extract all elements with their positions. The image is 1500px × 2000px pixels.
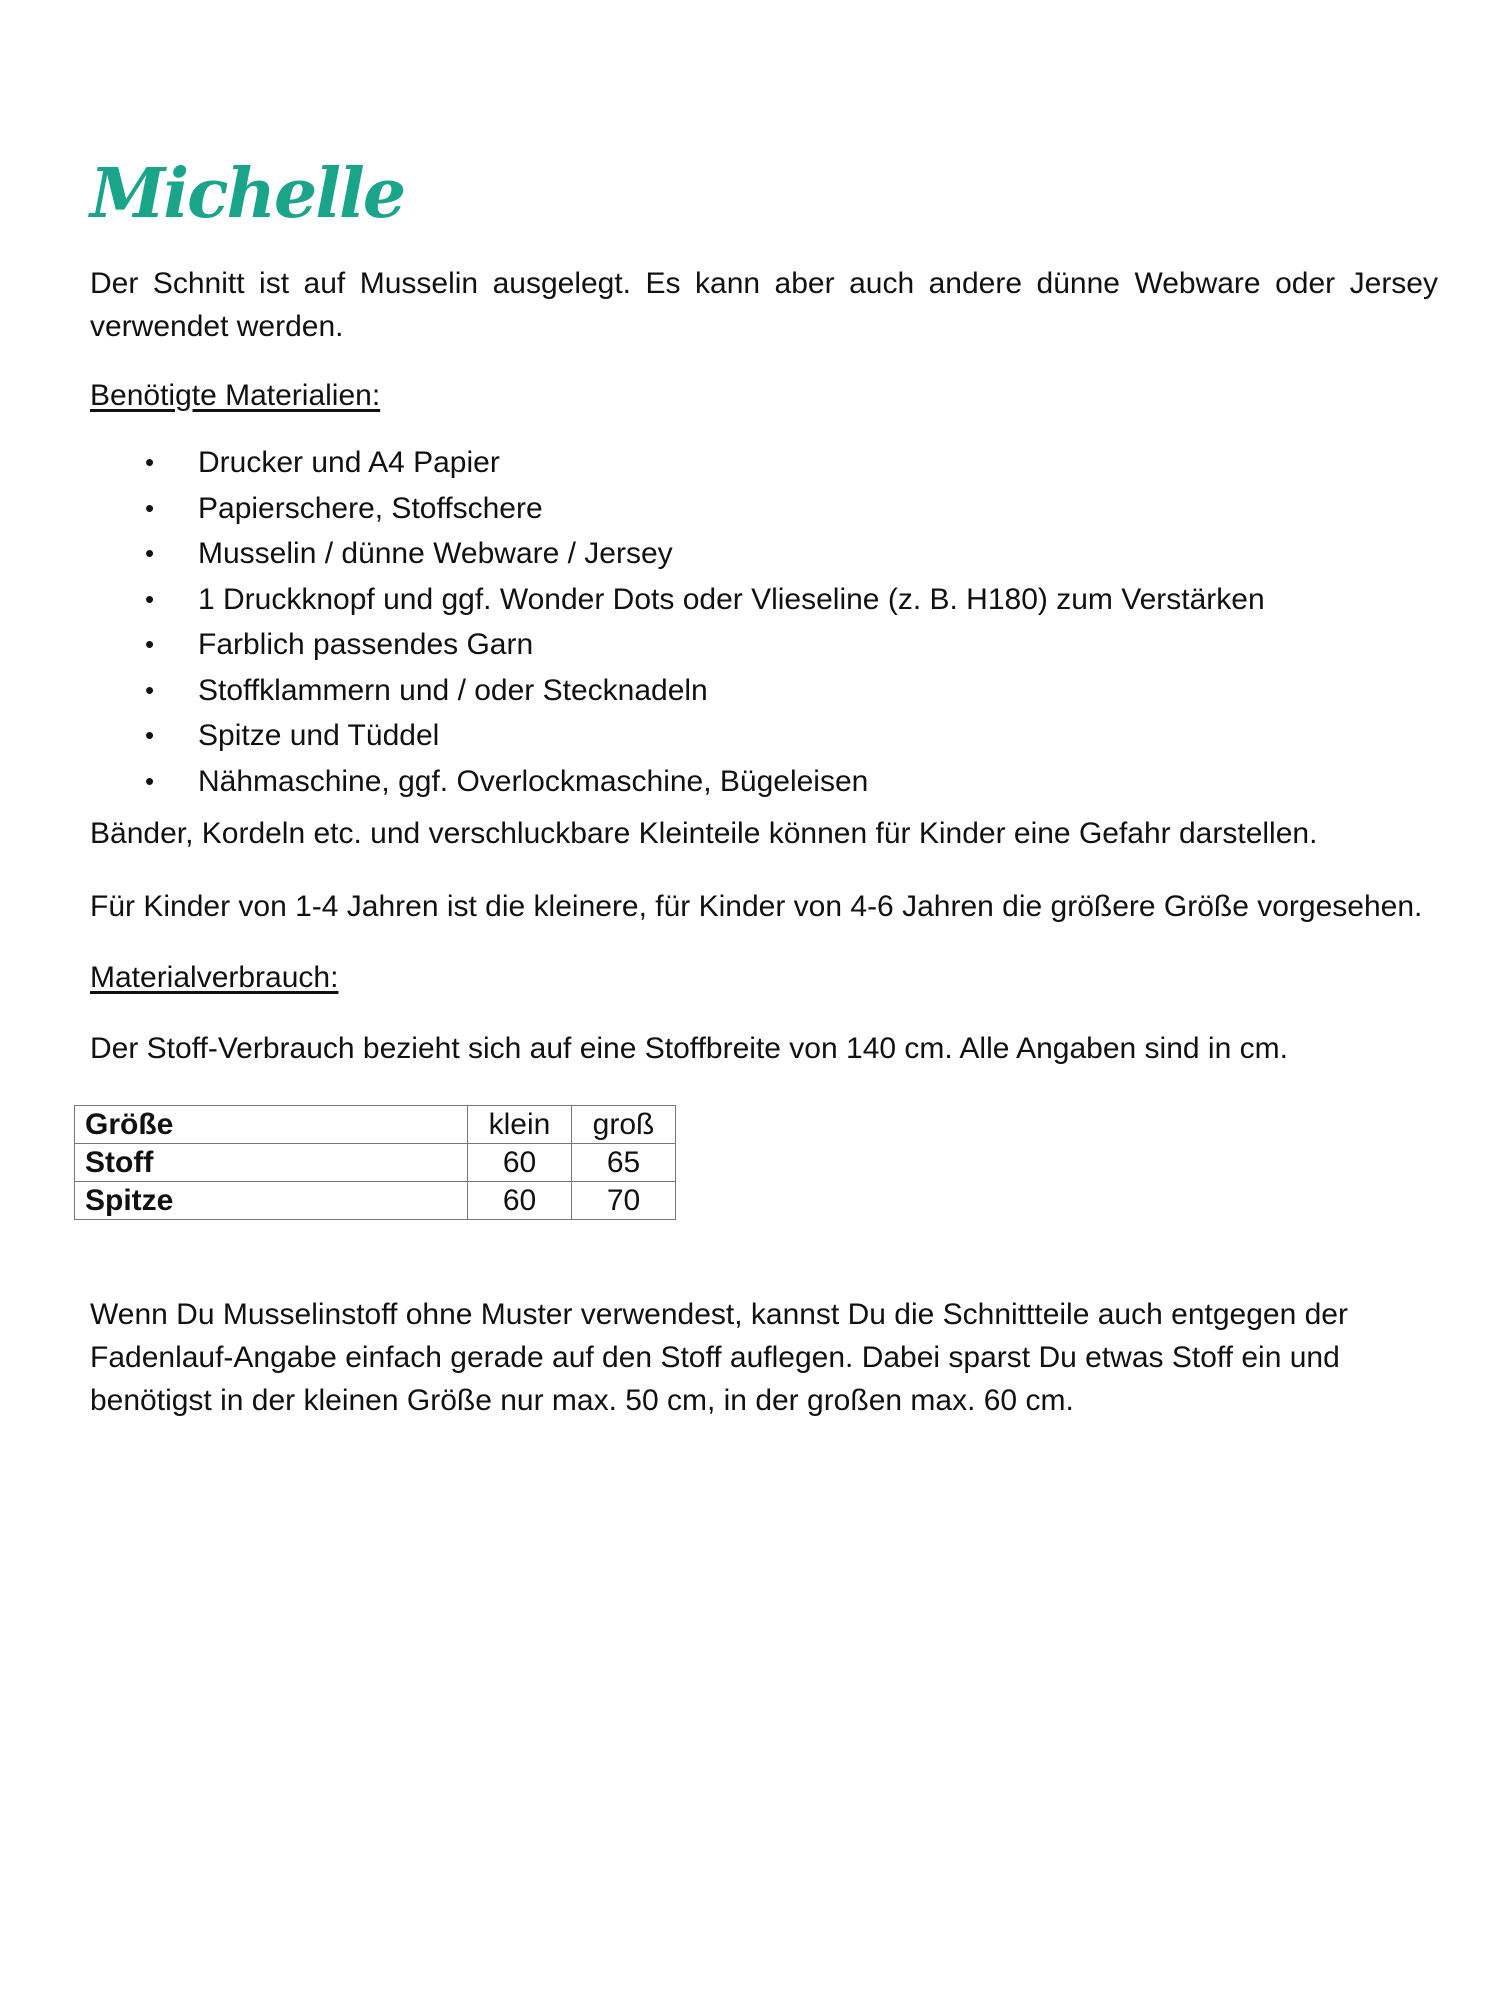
list-item [90, 440, 1438, 486]
table-header-row [75, 1106, 676, 1144]
list-item-text: Musselin / dünne Webware / Jersey [198, 537, 673, 570]
table-row-label: Spitze [75, 1182, 468, 1220]
list-item-text: Spitze und Tüddel [198, 719, 440, 752]
table-header-cell: klein [468, 1106, 572, 1144]
table-cell: 65 [572, 1144, 676, 1182]
table-cell: 60 [468, 1144, 572, 1182]
sizes-note-paragraph: Für Kinder von 1-4 Jahren ist die kleinere, für Kinder von 4-6 Jahren die größere Größe vorgesehen. [90, 890, 1423, 923]
list-item-text: Drucker und A4 Papier [198, 446, 500, 479]
table-cell: 60 [468, 1182, 572, 1220]
outro-paragraph: Wenn Du Musselinstoff ohne Muster verwendest, kannst Du die Schnittteile auch entgegen der Fadenlauf-Angabe einfach gerade auf den Stoff auflegen. Dabei sparst Du etwas Stoff ein und benötigst in der kleinen Größe nur max. 50 cm, in der großen max. 60 cm. [90, 1298, 1348, 1417]
usage-note-paragraph: Der Stoff-Verbrauch bezieht sich auf eine Stoffbreite von 140 cm. Alle Angaben sind in cm. [90, 1032, 1288, 1065]
intro-paragraph: Der Schnitt ist auf Musselin ausgelegt. Es kann aber auch andere dünne Webware oder Jersey verwendet werden. [90, 267, 1438, 343]
materials-heading: Benötigte Materialien: [90, 379, 381, 412]
bullet-icon: • [145, 720, 155, 750]
table-header-cell: Größe [75, 1106, 468, 1144]
usage-heading: Materialverbrauch: [90, 961, 339, 994]
bullet-icon: • [145, 629, 155, 659]
bullet-icon: • [145, 674, 155, 705]
bullet-icon: • [145, 765, 155, 796]
material-usage-table [74, 1105, 676, 1220]
list-item [90, 713, 1438, 759]
list-item-text: Nähmaschine, ggf. Overlockmaschine, Bügeleisen [198, 764, 869, 798]
list-item-text: Farblich passendes Garn [198, 628, 534, 661]
list-item-text: Papierschere, Stoffschere [198, 491, 543, 525]
bullet-icon: • [145, 447, 155, 477]
table-header-cell: groß [572, 1106, 676, 1144]
list-item [90, 622, 1438, 668]
bullet-icon: • [145, 492, 155, 523]
list-item [90, 531, 1438, 577]
list-item [90, 577, 1438, 623]
list-item [90, 486, 1438, 532]
table-row [75, 1144, 676, 1182]
bullet-icon: • [145, 538, 155, 568]
list-item-text: 1 Druckknopf und ggf. Wonder Dots oder Vlieseline (z. B. H180) zum Verstärken [198, 582, 1265, 616]
list-item-text: Stoffklammern und / oder Stecknadeln [198, 673, 708, 707]
document-title: Michelle [90, 154, 405, 234]
list-item [90, 668, 1438, 714]
list-item [90, 759, 1438, 805]
document-body [85, 262, 1438, 1422]
table-cell: 70 [572, 1182, 676, 1220]
warning-paragraph: Bänder, Kordeln etc. und verschluckbare Kleinteile können für Kinder eine Gefahr darstellen. [90, 817, 1318, 850]
table-row-label: Stoff [75, 1144, 468, 1182]
materials-list [90, 440, 1438, 804]
bullet-icon: • [145, 583, 155, 614]
table-row [75, 1182, 676, 1220]
